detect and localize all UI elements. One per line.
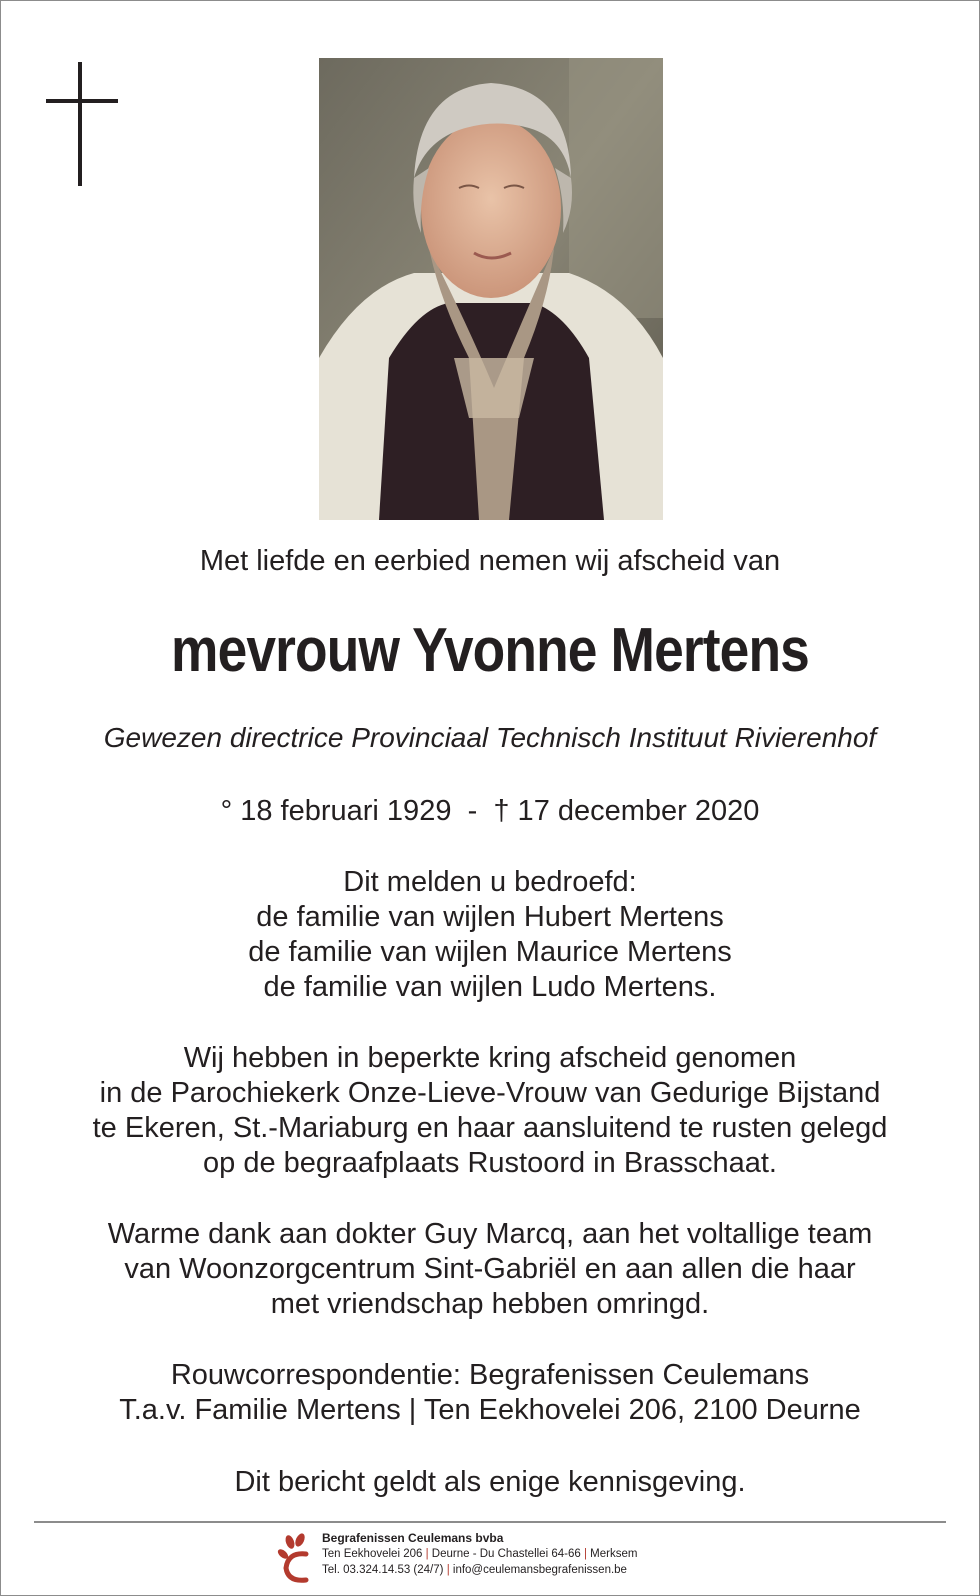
- announcement-line: de familie van wijlen Maurice Mertens: [248, 936, 732, 968]
- funeral-home-name: Begrafenissen Ceulemans bvba: [322, 1531, 504, 1545]
- thanks-line: met vriendschap hebben omringd.: [270, 1288, 710, 1320]
- farewell-line: in de Parochiekerk Onze-Lieve-Vrouw van Gedurige Bijstand: [99, 1077, 881, 1109]
- funeral-home-logo-icon: [276, 1532, 314, 1586]
- date-separator: -: [467, 795, 478, 827]
- footer-divider: [34, 1521, 946, 1523]
- thanks-line: van Woonzorgcentrum Sint-Gabriël en aan allen die haar: [124, 1253, 856, 1285]
- funeral-home-address: Ten Eekhovelei 206 | Deurne - Du Chastellei 64-66 | Merksem: [322, 1548, 638, 1560]
- death-date: † 17 december 2020: [493, 795, 760, 827]
- life-dates: [0, 795, 980, 828]
- announcement-block: [0, 865, 980, 1005]
- thanks-block: [0, 1217, 980, 1322]
- correspondence-line: T.a.v. Familie Mertens | Ten Eekhovelei 206, 2100 Deurne: [119, 1394, 861, 1426]
- announcement-line: de familie van wijlen Ludo Mertens.: [263, 971, 717, 1003]
- email-address[interactable]: info@ceulemansbegrafenissen.be: [452, 1564, 627, 1576]
- farewell-line: Wij hebben in beperkte kring afscheid genomen: [183, 1042, 797, 1074]
- announcement-line: Dit melden u bedroefd:: [343, 866, 637, 898]
- announcement-line: de familie van wijlen Hubert Mertens: [256, 901, 724, 933]
- correspondence-line: Rouwcorrespondentie: Begrafenissen Ceulemans: [170, 1359, 810, 1391]
- deceased-title: Gewezen directrice Provinciaal Technisch Instituut Rivierenhof: [103, 722, 877, 753]
- farewell-block: [0, 1041, 980, 1181]
- cross-icon: [46, 62, 118, 186]
- phone-number: Tel. 03.324.14.53 (24/7): [322, 1564, 444, 1576]
- closing-text: Dit bericht geldt als enige kennisgeving.: [234, 1466, 746, 1498]
- funeral-home-contact: Tel. 03.324.14.53 (24/7) | info@ceulemansbegrafenissen.be: [322, 1564, 627, 1576]
- farewell-line: op de begraafplaats Rustoord in Brasschaat.: [203, 1147, 777, 1179]
- deceased-name: mevrouw Yvonne Mertens: [171, 616, 809, 685]
- correspondence-block: [0, 1358, 980, 1428]
- funeral-home-info: [322, 1530, 637, 1578]
- farewell-line: te Ekeren, St.-Mariaburg en haar aansluitend te rusten gelegd: [92, 1112, 888, 1144]
- intro-text: Met liefde en eerbied nemen wij afscheid van: [199, 545, 781, 577]
- birth-date: ° 18 februari 1929: [220, 795, 452, 827]
- portrait-photo: [319, 58, 663, 520]
- thanks-line: Warme dank aan dokter Guy Marcq, aan het voltallige team: [107, 1218, 873, 1250]
